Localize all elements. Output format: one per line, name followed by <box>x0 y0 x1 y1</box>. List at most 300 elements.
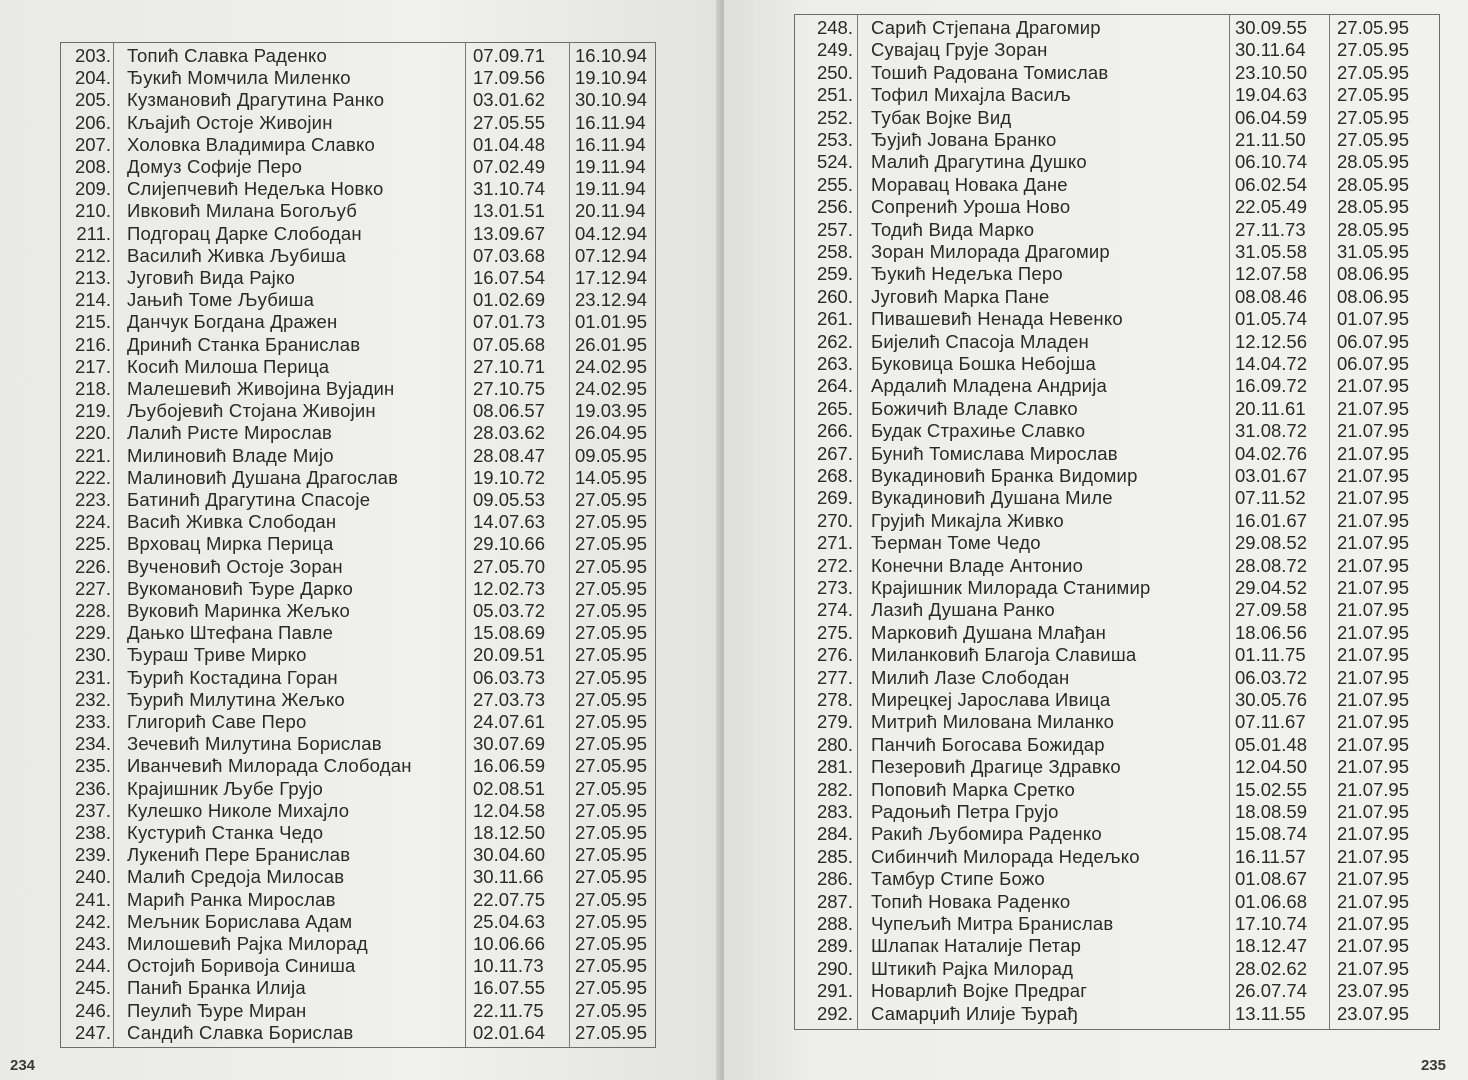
person-name: Ђујић Јована Бранко <box>871 129 1057 150</box>
entry-number: 210. <box>74 200 111 222</box>
table-row <box>795 286 1439 308</box>
table-row <box>61 800 655 822</box>
death-date: 21.07.95 <box>1337 621 1410 643</box>
table-row <box>795 39 1439 61</box>
birth-date: 23.10.50 <box>1235 61 1308 83</box>
death-date: 08.06.95 <box>1337 263 1410 285</box>
person-name: Зоран Милорада Драгомир <box>871 241 1110 262</box>
person-name: Лалић Ристе Мирослав <box>127 422 333 444</box>
death-date: 27.05.95 <box>575 577 648 599</box>
person-name: Вученовић Остоје Зоран <box>127 555 343 577</box>
person-name: Вукадиновић Душана Миле <box>871 487 1113 509</box>
table-row <box>61 467 655 489</box>
person-name: Топић Славка Раденко <box>127 45 328 66</box>
death-date: 09.05.95 <box>575 444 648 466</box>
death-date: 27.05.95 <box>575 489 648 510</box>
table-row <box>61 89 655 111</box>
death-date: 27.05.95 <box>575 622 648 644</box>
entry-number: 292. <box>816 1002 853 1024</box>
birth-date: 28.02.62 <box>1235 957 1308 979</box>
birth-date: 18.08.59 <box>1235 801 1308 822</box>
table-row <box>795 958 1439 980</box>
death-date: 21.07.95 <box>1337 397 1410 419</box>
person-name: Радоњић Петра Грујо <box>871 801 1059 822</box>
birth-date: 18.12.50 <box>473 822 546 843</box>
person-name: Сарић Стјепана Драгомир <box>871 17 1101 38</box>
birth-date: 29.04.52 <box>1235 577 1308 598</box>
death-date: 27.05.95 <box>575 822 648 843</box>
birth-date: 05.01.48 <box>1235 733 1308 755</box>
death-date: 21.07.95 <box>1337 644 1410 666</box>
birth-date: 01.08.67 <box>1235 868 1308 890</box>
birth-date: 27.09.58 <box>1235 599 1308 621</box>
death-date: 27.05.95 <box>575 555 648 577</box>
entry-number: 240. <box>74 866 111 888</box>
table-row <box>61 134 655 156</box>
entry-number: 242. <box>74 910 111 932</box>
death-date: 27.05.95 <box>575 711 648 732</box>
death-date: 28.05.95 <box>1337 218 1410 240</box>
entry-number: 245. <box>74 977 111 999</box>
person-name: Иванчевић Милорада Слободан <box>127 755 412 777</box>
death-date: 21.07.95 <box>1337 666 1410 688</box>
birth-date: 27.05.70 <box>473 555 546 577</box>
person-name: Панчић Богосава Божидар <box>871 733 1105 755</box>
table-row <box>795 577 1439 599</box>
entry-number: 524. <box>816 151 853 173</box>
person-name: Марковић Душана Млађан <box>871 621 1107 643</box>
birth-date: 10.11.73 <box>473 955 544 977</box>
table-row <box>61 556 655 578</box>
person-name: Миланковић Благоја Славиша <box>871 644 1137 666</box>
birth-date: 02.01.64 <box>473 1021 546 1043</box>
table-row <box>795 980 1439 1002</box>
birth-date: 07.02.49 <box>473 156 546 177</box>
table-row <box>61 955 655 977</box>
table-row <box>795 823 1439 845</box>
birth-date: 31.05.58 <box>1235 241 1308 262</box>
table-row <box>795 532 1439 554</box>
table-row <box>61 67 655 89</box>
entry-number: 256. <box>816 196 853 218</box>
death-date: 23.07.95 <box>1337 980 1410 1002</box>
person-name: Зечевић Милутина Борислав <box>127 733 382 755</box>
entry-number: 281. <box>816 756 853 778</box>
death-date: 21.07.95 <box>1337 442 1410 464</box>
table-row <box>61 112 655 134</box>
birth-date: 01.11.75 <box>1235 644 1306 666</box>
entry-number: 206. <box>74 111 111 133</box>
person-name: Штикић Рајка Милорад <box>871 957 1074 979</box>
person-name: Пеулић Ђуре Миран <box>127 999 307 1021</box>
birth-date: 20.11.61 <box>1235 397 1306 419</box>
entry-number: 205. <box>74 89 111 111</box>
birth-date: 15.02.55 <box>1235 778 1308 800</box>
person-name: Сопренић Уроша Ново <box>871 196 1071 218</box>
death-date: 27.05.95 <box>575 910 648 932</box>
death-date: 27.05.95 <box>575 733 648 755</box>
entry-number: 285. <box>816 845 853 867</box>
entry-number: 277. <box>816 666 853 688</box>
table-row <box>795 398 1439 420</box>
entry-number: 279. <box>816 711 853 733</box>
entry-number: 266. <box>816 420 853 442</box>
table-row <box>795 84 1439 106</box>
person-name: Вуковић Маринка Жељко <box>127 600 350 621</box>
birth-date: 22.05.49 <box>1235 196 1308 218</box>
birth-date: 28.08.47 <box>473 444 546 466</box>
birth-date: 07.09.71 <box>473 45 546 66</box>
entry-number: 251. <box>816 84 853 106</box>
birth-date: 17.10.74 <box>1235 913 1308 934</box>
person-name: Божичић Владе Славко <box>871 397 1078 419</box>
birth-date: 12.04.50 <box>1235 756 1308 778</box>
birth-date: 27.05.55 <box>473 111 546 133</box>
entry-number: 223. <box>74 489 111 510</box>
death-date: 27.05.95 <box>575 888 648 910</box>
death-date: 27.05.95 <box>575 866 648 888</box>
death-date: 27.05.95 <box>575 666 648 688</box>
birth-date: 08.08.46 <box>1235 285 1308 307</box>
birth-date: 20.09.51 <box>473 644 546 666</box>
table-row <box>61 511 655 533</box>
table-row <box>61 733 655 755</box>
death-date: 21.07.95 <box>1337 420 1410 442</box>
person-name: Шлапак Наталије Петар <box>871 935 1082 957</box>
person-name: Јањић Томе Љубиша <box>127 289 315 311</box>
death-date: 27.05.95 <box>575 799 648 821</box>
entry-number: 291. <box>816 980 853 1002</box>
table-row <box>61 533 655 555</box>
table-row <box>61 311 655 333</box>
entry-number: 220. <box>74 422 111 444</box>
table-row <box>61 600 655 622</box>
birth-date: 12.02.73 <box>473 577 546 599</box>
birth-date: 26.07.74 <box>1235 980 1308 1002</box>
person-name: Ђурић Костадина Горан <box>127 666 338 688</box>
entry-number: 280. <box>816 733 853 755</box>
entry-number: 209. <box>74 178 111 200</box>
death-date: 27.05.95 <box>575 533 648 555</box>
table-row <box>795 555 1439 577</box>
death-date: 21.07.95 <box>1337 935 1410 957</box>
death-date: 28.05.95 <box>1337 151 1410 173</box>
birth-date: 05.03.72 <box>473 600 546 621</box>
entry-number: 247. <box>74 1021 111 1043</box>
entry-number: 264. <box>816 375 853 397</box>
entry-number: 244. <box>74 955 111 977</box>
death-date: 23.12.94 <box>575 289 648 311</box>
table-row <box>61 755 655 777</box>
death-date: 04.12.94 <box>575 222 648 244</box>
death-date: 16.11.94 <box>575 133 646 155</box>
birth-date: 12.07.58 <box>1235 263 1308 285</box>
table-row <box>795 510 1439 532</box>
table-row <box>795 219 1439 241</box>
entry-number: 237. <box>74 799 111 821</box>
birth-date: 06.03.73 <box>473 666 546 688</box>
death-date: 21.07.95 <box>1337 599 1410 621</box>
table-row <box>795 487 1439 509</box>
person-name: Косић Милоша Перица <box>127 355 330 377</box>
entry-number: 288. <box>816 913 853 934</box>
death-date: 28.05.95 <box>1337 173 1410 195</box>
table-row <box>61 378 655 400</box>
birth-date: 27.11.73 <box>1235 218 1306 240</box>
death-date: 27.05.95 <box>575 755 648 777</box>
death-date: 21.07.95 <box>1337 554 1410 576</box>
entry-number: 267. <box>816 442 853 464</box>
person-name: Глигорић Саве Перо <box>127 711 307 732</box>
person-name: Слијепчевић Недељка Новко <box>127 178 384 200</box>
table-row <box>795 756 1439 778</box>
death-date: 27.05.95 <box>1337 17 1410 38</box>
entry-number: 233. <box>74 711 111 732</box>
death-date: 27.05.95 <box>575 933 648 954</box>
birth-date: 24.07.61 <box>473 711 546 732</box>
left-table <box>60 42 656 1048</box>
person-name: Милиновић Владе Мијо <box>127 444 334 466</box>
entry-number: 225. <box>74 533 111 555</box>
birth-date: 15.08.74 <box>1235 823 1308 845</box>
person-name: Тодић Вида Марко <box>871 218 1035 240</box>
birth-date: 07.01.73 <box>473 311 546 333</box>
birth-date: 01.06.68 <box>1235 890 1308 912</box>
table-row <box>795 801 1439 823</box>
table-row <box>795 308 1439 330</box>
entry-number: 207. <box>74 133 111 155</box>
table-row <box>61 822 655 844</box>
person-name: Сибинчић Милорада Недељко <box>871 845 1140 867</box>
death-date: 17.12.94 <box>575 267 648 288</box>
death-date: 27.05.95 <box>575 511 648 533</box>
table-row <box>61 911 655 933</box>
death-date: 27.05.95 <box>1337 106 1410 128</box>
person-name: Чупељић Митра Бранислав <box>871 913 1114 934</box>
death-date: 19.10.94 <box>575 67 648 89</box>
birth-date: 19.04.63 <box>1235 84 1308 106</box>
entry-number: 270. <box>816 509 853 531</box>
table-row <box>795 622 1439 644</box>
person-name: Митрић Милована Миланко <box>871 711 1115 733</box>
person-name: Домуз Софије Перо <box>127 156 303 177</box>
death-date: 27.05.95 <box>575 600 648 621</box>
table-row <box>795 353 1439 375</box>
birth-date: 01.02.69 <box>473 289 546 311</box>
death-date: 23.07.95 <box>1337 1002 1410 1024</box>
table-row <box>795 667 1439 689</box>
entry-number: 214. <box>74 289 111 311</box>
person-name: Дањко Штефана Павле <box>127 622 334 644</box>
entry-number: 226. <box>74 555 111 577</box>
death-date: 27.05.95 <box>575 1021 648 1043</box>
person-name: Моравац Новака Дане <box>871 173 1068 195</box>
death-date: 21.07.95 <box>1337 823 1410 845</box>
table-row <box>61 200 655 222</box>
birth-date: 16.07.54 <box>473 267 546 288</box>
person-name: Љубојевић Стојана Живојин <box>127 400 376 422</box>
birth-date: 03.01.67 <box>1235 465 1308 486</box>
entry-number: 212. <box>74 244 111 266</box>
table-row <box>795 263 1439 285</box>
table-row <box>795 443 1439 465</box>
death-date: 21.07.95 <box>1337 733 1410 755</box>
death-date: 21.07.95 <box>1337 890 1410 912</box>
entry-number: 243. <box>74 933 111 954</box>
person-name: Ђукић Недељка Перо <box>871 263 1063 285</box>
table-row <box>61 933 655 955</box>
birth-date: 16.06.59 <box>473 755 546 777</box>
table-row <box>795 420 1439 442</box>
person-name: Тошић Радована Томислав <box>871 61 1109 83</box>
table-row <box>795 599 1439 621</box>
death-date: 20.11.94 <box>575 200 646 222</box>
death-date: 21.07.95 <box>1337 465 1410 486</box>
person-name: Буковица Бошка Небојша <box>871 353 1096 374</box>
entry-number: 235. <box>74 755 111 777</box>
person-name: Будак Страхиње Славко <box>871 420 1086 442</box>
entry-number: 274. <box>816 599 853 621</box>
entry-number: 246. <box>74 999 111 1021</box>
person-name: Василић Живка Љубиша <box>127 244 347 266</box>
person-name: Мељник Борислава Адам <box>127 910 353 932</box>
birth-date: 30.04.60 <box>473 844 546 866</box>
person-name: Сувајац Грује Зоран <box>871 39 1048 61</box>
table-row <box>61 689 655 711</box>
person-name: Лукенић Пере Бранислав <box>127 844 351 866</box>
person-name: Пивашевић Ненада Невенко <box>871 308 1123 330</box>
entry-number: 217. <box>74 355 111 377</box>
entry-number: 282. <box>816 778 853 800</box>
death-date: 27.05.95 <box>575 777 648 799</box>
person-name: Остојић Боривоја Синиша <box>127 955 356 977</box>
table-row <box>795 107 1439 129</box>
entry-number: 262. <box>816 330 853 352</box>
entry-number: 230. <box>74 644 111 666</box>
entry-number: 290. <box>816 957 853 979</box>
entry-number: 276. <box>816 644 853 666</box>
table-row <box>61 400 655 422</box>
entry-number: 215. <box>74 311 111 333</box>
entry-number: 213. <box>74 267 111 288</box>
birth-date: 06.10.74 <box>1235 151 1308 173</box>
entry-number: 269. <box>816 487 853 509</box>
birth-date: 08.06.57 <box>473 400 546 422</box>
death-date: 27.05.95 <box>575 644 648 666</box>
entry-number: 284. <box>816 823 853 845</box>
table-row <box>795 846 1439 868</box>
page-number: 235 <box>1420 1057 1446 1074</box>
table-row <box>795 711 1439 733</box>
birth-date: 27.10.75 <box>473 378 546 399</box>
person-name: Вукомановић Ђуре Дарко <box>127 577 353 599</box>
birth-date: 22.07.75 <box>473 888 546 910</box>
person-name: Врховац Мирка Перица <box>127 533 334 555</box>
birth-date: 13.01.51 <box>473 200 546 222</box>
entry-number: 211. <box>76 222 111 244</box>
person-name: Батинић Драгутина Спасоје <box>127 489 371 510</box>
birth-date: 17.09.56 <box>473 67 546 89</box>
birth-date: 21.11.50 <box>1235 129 1306 150</box>
entry-number: 239. <box>74 844 111 866</box>
table-row <box>795 689 1439 711</box>
birth-date: 16.07.55 <box>473 977 546 999</box>
person-name: Тофил Михајла Васиљ <box>871 84 1071 106</box>
person-name: Бијелић Спасоја Младен <box>871 330 1089 352</box>
birth-date: 06.02.54 <box>1235 173 1308 195</box>
person-name: Крајишник Љубе Грујо <box>127 777 323 799</box>
person-name: Малић Средоја Милосав <box>127 866 345 888</box>
birth-date: 28.03.62 <box>473 422 546 444</box>
table-row <box>795 17 1439 39</box>
page-number: 234 <box>10 1057 36 1074</box>
entry-number: 273. <box>816 577 853 598</box>
person-name: Малић Драгутина Душко <box>871 151 1087 173</box>
entry-number: 238. <box>74 822 111 843</box>
entry-number: 241. <box>74 888 111 910</box>
person-name: Тамбур Стипе Божо <box>871 868 1045 890</box>
birth-date: 25.04.63 <box>473 910 546 932</box>
person-name: Кустурић Станка Чедо <box>127 822 324 843</box>
table-row <box>61 578 655 600</box>
death-date: 01.07.95 <box>1337 308 1410 330</box>
death-date: 21.07.95 <box>1337 509 1410 531</box>
person-name: Милић Лазе Слободан <box>871 666 1070 688</box>
birth-date: 03.01.62 <box>473 89 546 111</box>
death-date: 21.07.95 <box>1337 913 1410 934</box>
death-date: 06.07.95 <box>1337 330 1410 352</box>
table-row <box>795 151 1439 173</box>
entry-number: 227. <box>74 577 111 599</box>
person-name: Подгорац Дарке Слободан <box>127 222 362 244</box>
birth-date: 30.09.55 <box>1235 17 1308 38</box>
person-name: Ардалић Младена Андрија <box>871 375 1108 397</box>
birth-date: 12.12.56 <box>1235 330 1308 352</box>
death-date: 28.05.95 <box>1337 196 1410 218</box>
death-date: 21.07.95 <box>1337 845 1410 867</box>
person-name: Холовка Владимира Славко <box>127 133 376 155</box>
entry-number: 203. <box>74 45 111 66</box>
table-row <box>61 844 655 866</box>
person-name: Југовић Вида Рајко <box>127 267 295 288</box>
entry-number: 260. <box>816 285 853 307</box>
person-name: Вукадиновић Бранка Видомир <box>871 465 1138 486</box>
birth-date: 07.11.52 <box>1235 487 1306 509</box>
table-row <box>61 1022 655 1044</box>
entry-number: 222. <box>74 466 111 488</box>
table-row <box>61 667 655 689</box>
table-row <box>61 866 655 888</box>
table-row <box>795 913 1439 935</box>
birth-date: 16.01.67 <box>1235 509 1308 531</box>
entry-number: 255. <box>816 173 853 195</box>
death-date: 21.07.95 <box>1337 957 1410 979</box>
entry-number: 234. <box>74 733 111 755</box>
person-name: Бунић Томислава Мирослав <box>871 442 1118 464</box>
birth-date: 15.08.69 <box>473 622 546 644</box>
death-date: 27.05.95 <box>1337 39 1410 61</box>
death-date: 26.04.95 <box>575 422 648 444</box>
entry-number: 221. <box>74 444 111 466</box>
entry-number: 289. <box>816 935 853 957</box>
birth-date: 10.06.66 <box>473 933 546 954</box>
birth-date: 30.11.64 <box>1235 39 1306 61</box>
person-name: Ђерман Томе Чедо <box>871 532 1041 554</box>
birth-date: 02.08.51 <box>473 777 546 799</box>
person-name: Топић Новака Раденко <box>871 890 1071 912</box>
death-date: 07.12.94 <box>575 244 648 266</box>
birth-date: 30.07.69 <box>473 733 546 755</box>
